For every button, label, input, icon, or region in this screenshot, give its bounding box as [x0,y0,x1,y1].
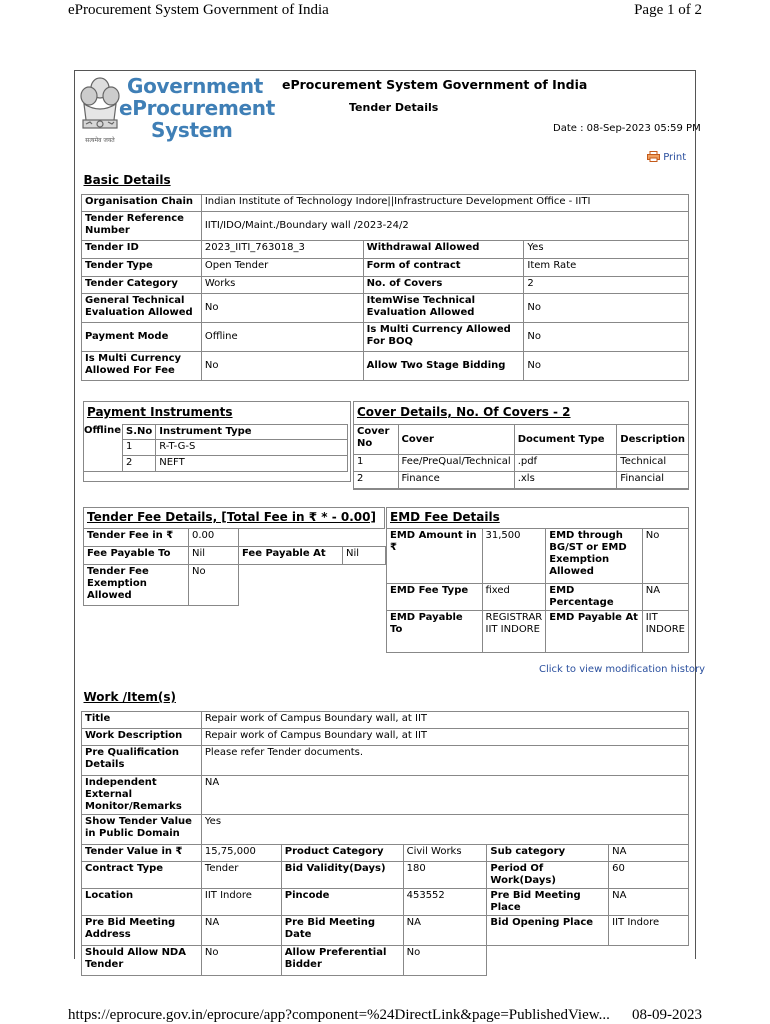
pre-bid-address-value: NA [201,915,281,945]
page-number: Page 1 of 2 [634,2,702,18]
logo-line-3: System [151,118,233,142]
org-chain-label: Organisation Chain [82,194,202,211]
logo-line-1: Government [127,74,264,98]
emd-payable-to-label: EMD Payable To [387,611,483,653]
prequal-label: Pre Qualification Details [82,745,202,775]
org-chain-value: Indian Institute of Technology Indore||Infrastructure Development Office - IITI [201,194,688,211]
cover-name: Finance [398,472,514,489]
print-button[interactable] [647,151,686,163]
col-document-type: Document Type [514,425,617,455]
monitor-remarks-value: NA [201,775,688,814]
page-header-title: eProcurement System Government of India [68,2,329,18]
tender-value-value: 15,75,000 [201,844,281,861]
itemwise-tech-eval-value: No [524,293,689,322]
pre-bid-place-label: Pre Bid Meeting Place [487,888,609,915]
col-cover: Cover [398,425,514,455]
basic-details-heading: Basic Details [82,172,689,194]
emd-payable-at-label: EMD Payable At [546,611,642,653]
emd-amount-label: EMD Amount in ₹ [387,529,483,584]
itemwise-tech-eval-label: ItemWise Technical Evaluation Allowed [363,293,524,322]
product-category-label: Product Category [281,844,403,861]
tender-fee-heading: Tender Fee Details, [Total Fee in ₹ * - 0.00] [87,510,376,524]
no-of-covers-label: No. of Covers [363,276,524,293]
sub-category-value: NA [609,844,689,861]
work-item-table [81,689,689,976]
cover-doc-type: .pdf [514,455,617,472]
modification-history-link[interactable]: Click to view modification history [539,664,706,675]
work-item-heading: Work /Item(s) [82,689,689,711]
tender-category-label: Tender Category [82,276,202,293]
tender-id-value: 2023_IITI_763018_3 [201,240,363,258]
col-sno: S.No [123,425,156,440]
preferential-bidder-label: Allow Preferential Bidder [281,945,403,975]
instrument-type: R-T-G-S [156,440,348,456]
pincode-label: Pincode [281,888,403,915]
form-of-contract-label: Form of contract [363,258,524,276]
emd-heading: EMD Fee Details [390,510,500,524]
emd-percentage-value: NA [642,584,688,611]
multi-currency-fee-label: Is Multi Currency Allowed For Fee [82,351,202,380]
page-footer-url: https://eprocure.gov.in/eprocure/app?component=%24DirectLink&page=PublishedView... [68,1007,610,1023]
cover-no: 2 [354,472,399,489]
emd-fee-type-value: fixed [482,584,546,611]
work-description-value: Repair work of Campus Boundary wall, at IIT [201,728,688,745]
withdrawal-label: Withdrawal Allowed [363,240,524,258]
payment-mode-label: Payment Mode [82,322,202,351]
tender-fee-label: Tender Fee in ₹ [84,529,189,547]
tender-ref-value: IITI/IDO/Maint./Boundary wall /2023-24/2 [201,211,688,240]
payment-mode-offline: Offline [83,425,123,472]
gen-tech-eval-label: General Technical Evaluation Allowed [82,293,202,322]
sub-category-label: Sub category [487,844,609,861]
payment-instruments-table [83,424,348,472]
page-subtitle: Tender Details [349,101,439,114]
period-of-work-value: 60 [609,861,689,888]
emd-through-label: EMD through BG/ST or EMD Exemption Allowed [546,529,642,584]
instrument-sno: 1 [123,440,156,456]
bid-opening-place-label: Bid Opening Place [487,915,609,945]
national-emblem-icon [78,74,122,148]
multi-currency-boq-label: Is Multi Currency Allowed For BOQ [363,322,524,351]
fee-exemption-value: No [189,565,239,606]
contract-type-value: Tender [201,861,281,888]
fee-payable-at-value: Nil [343,547,386,565]
col-cover-no: Cover No [354,425,399,455]
tender-ref-label: Tender Reference Number [82,211,202,240]
report-date: Date : 08-Sep-2023 05:59 PM [553,123,701,134]
bid-opening-place-value: IIT Indore [609,915,689,945]
basic-details-table [81,172,689,381]
emd-percentage-label: EMD Percentage [546,584,642,611]
col-instrument-type: Instrument Type [156,425,348,440]
pre-bid-place-value: NA [609,888,689,915]
contract-type-label: Contract Type [82,861,202,888]
instrument-sno: 2 [123,456,156,472]
cover-doc-type: .xls [514,472,617,489]
page-title: eProcurement System Government of India [282,77,588,92]
monitor-remarks-label: Independent External Monitor/Remarks [82,775,202,814]
print-label: Print [663,152,687,163]
gen-tech-eval-value: No [201,293,363,322]
fee-payable-at-label: Fee Payable At [239,547,343,565]
tender-fee-value: 0.00 [189,529,239,547]
emd-fee-type-label: EMD Fee Type [387,584,483,611]
emd-through-value: No [642,529,688,584]
product-category-value: Civil Works [403,844,487,861]
emblem-motto: सत्यमेव जयते [85,137,115,144]
page-footer-date: 08-09-2023 [632,1007,702,1023]
cover-no: 1 [354,455,399,472]
pincode-value: 453552 [403,888,487,915]
fee-exemption-label: Tender Fee Exemption Allowed [84,565,189,606]
prequal-value: Please refer Tender documents. [201,745,688,775]
two-stage-bidding-label: Allow Two Stage Bidding [363,351,524,380]
nda-value: No [201,945,281,975]
location-value: IIT Indore [201,888,281,915]
emd-payable-at-value: IIT INDORE [642,611,688,653]
period-of-work-label: Period Of Work(Days) [487,861,609,888]
show-value-value: Yes [201,814,688,844]
no-of-covers-value: 2 [524,276,689,293]
tender-value-label: Tender Value in ₹ [82,844,202,861]
multi-currency-fee-value: No [201,351,363,380]
emd-payable-to-value: REGISTRAR IIT INDORE [482,611,546,653]
cover-description: Financial [617,472,689,489]
work-description-label: Work Description [82,728,202,745]
show-value-label: Show Tender Value in Public Domain [82,814,202,844]
fee-payable-to-value: Nil [189,547,239,565]
logo-line-2: eProcurement [119,96,275,120]
payment-instruments-heading: Payment Instruments [87,405,233,419]
two-stage-bidding-value: No [524,351,689,380]
form-of-contract-value: Item Rate [524,258,689,276]
cover-details-table [353,424,689,489]
cover-name: Fee/PreQual/Technical [398,455,514,472]
bid-validity-label: Bid Validity(Days) [281,861,403,888]
bid-validity-value: 180 [403,861,487,888]
payment-mode-value: Offline [201,322,363,351]
instrument-type: NEFT [156,456,348,472]
pre-bid-address-label: Pre Bid Meeting Address [82,915,202,945]
cover-details-heading: Cover Details, No. Of Covers - 2 [357,405,571,419]
emd-amount-value: 31,500 [482,529,546,584]
pre-bid-date-value: NA [403,915,487,945]
printer-icon [647,151,660,162]
location-label: Location [82,888,202,915]
fee-payable-to-label: Fee Payable To [84,547,189,565]
preferential-bidder-value: No [403,945,487,975]
tender-category-value: Works [201,276,363,293]
tender-type-value: Open Tender [201,258,363,276]
tender-type-label: Tender Type [82,258,202,276]
nda-label: Should Allow NDA Tender [82,945,202,975]
tender-id-label: Tender ID [82,240,202,258]
col-description: Description [617,425,689,455]
withdrawal-value: Yes [524,240,689,258]
multi-currency-boq-value: No [524,322,689,351]
tender-fee-table [83,528,386,606]
pre-bid-date-label: Pre Bid Meeting Date [281,915,403,945]
cover-description: Technical [617,455,689,472]
work-title-value: Repair work of Campus Boundary wall, at IIT [201,711,688,728]
work-title-label: Title [82,711,202,728]
emd-table [386,528,689,653]
